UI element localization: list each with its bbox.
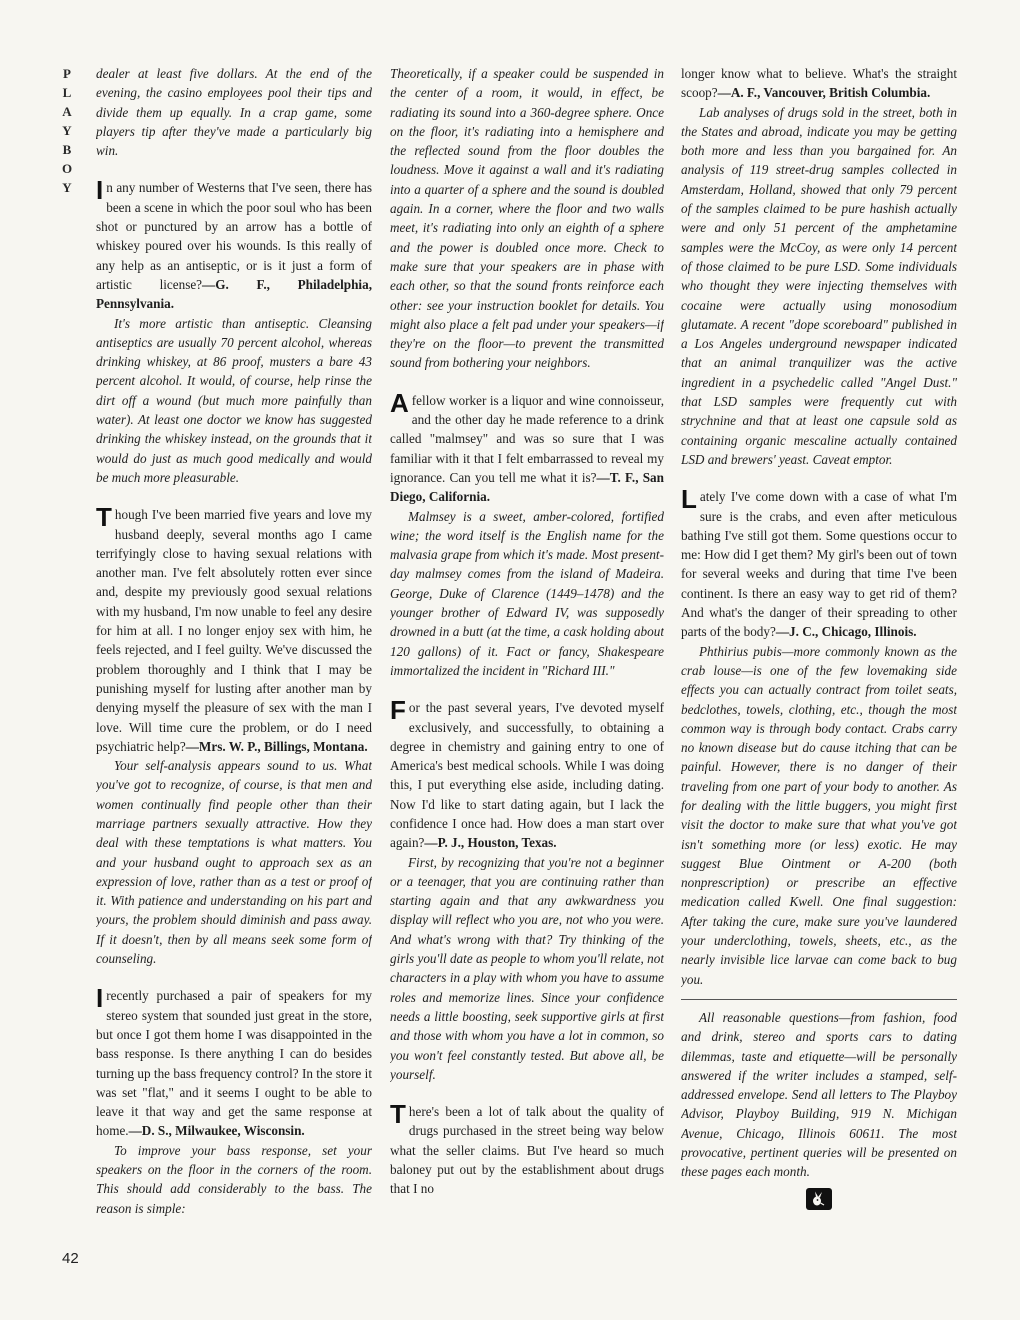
masthead-letter: L	[62, 85, 72, 100]
answer-text: First, by recognizing that you're not a beginner or a teenager, that you are continuing rather than starting again and that any awkwardness you display will reflect who you are, not who you were. And what's wrong with that? Try thinking of the girls you'll date as people to whom you'll relate, not characters in a play with whom you have to assume roles and memorize lines. Since your confidence needs a little boosting, seek supportive girls at first and those with whom you have a lot in common, so you won't feel constantly tested. But above all, be yourself.	[390, 854, 664, 1082]
question-paragraph	[96, 983, 372, 1140]
masthead-letter: P	[63, 66, 71, 81]
question-signature: —J. C., Chicago, Illinois.	[775, 624, 917, 640]
answer-text: It's more artistic than antiseptic. Cleansing antiseptics are usually 70 percent alcohol, whereas drinking whiskey, at 86 proof, musters a bare 43 percent alcohol. It would, of course, help rinse the dirt off a wound (but much more painfully than water). At least one doctor we know has suggested drinking the whiskey instead, on the grounds that it would do just as much good medically and would be much more pleasurable.	[96, 315, 372, 485]
answer-text: Lab analyses of drugs sold in the street, both in the States and abroad, indicate you may be getting both more and less than you bargained for. An analysis of 119 street-drug samples collected in Amsterdam, Holland, showed that only 79 percent of the samples claimed to be pure hashish actually were and only 51 percent of the amphetamine samples were the McCoy, as were only 14 percent of those claimed to be pure LSD. Some individuals who thought they were injecting themselves with cocaine were actually using monosodium glutamate. A recent "dope scoreboard" published in a Los Angeles underground newspaper indicated that an animal tranquilizer was the active ingredient in a psychedelic called "Angel Dust." that LSD samples were frequently cut with strychnine and that at least one capsule sold as containing organic mescaline actually contained LSD and brewers' yeast. Caveat emptor.	[681, 104, 957, 467]
question-text: here's been a lot of talk about the quality of drugs purchased in the street being way below what the seller claims. But I've heard so much baloney put out by the establishment about drugs that I no	[390, 1104, 664, 1197]
drop-cap: L	[681, 484, 697, 515]
masthead-letter: Y	[62, 180, 72, 195]
question-paragraph	[390, 695, 664, 852]
question-text: hough I've been married five years and love my husband deeply, several months ago I came terrifyingly close to having sexual relations with another man. I've felt absolutely rotten ever since and, despite my previously good sexual relations with my husband, I'm now unable to feel any desire for him at all. I no longer enjoy sex with him, he feels rejected, and I feel guilty. We've discussed the problem thoroughly and I think that I may be punishing myself for lusting after another man by denying myself the pleasure of sex with the man I love. Will time cure the problem, or do I need psychiatric help?	[96, 507, 372, 754]
answer-text: Phthirius pubis—more commonly known as the crab louse—is one of the few lovemaking side effects you can actually contract from toilet seats, bedclothes, towels, clothing, etc., though the most common way is through body contact. Crabs carry no known disease but do cause itching that can be painful. However, there is no danger of their traveling from one part of your body to another. As for dealing with the little buggers, you might first visit the doctor to make sure that what you've got isn't something more (or less) exotic. He may suggest Blue Ointment or A-200 (both nonprescription) or prescribe an effective medication called Kwell. One final suggestion: After taking the cure, make sure you've laundered your underclothing, towels, sheets, etc., as the nearly invisible lice larvae can come back to bug you.	[681, 643, 957, 987]
question-signature: —T. F., San Diego, California.	[390, 469, 664, 505]
question-signature: —D. S., Milwaukee, Wisconsin.	[128, 1123, 305, 1139]
masthead-letter: B	[62, 142, 72, 157]
masthead-letter: A	[62, 104, 72, 119]
question-text: or the past several years, I've devoted myself exclusively, and successfully, to obtaining a degree in chemistry and gaining entry to one of America's best medical schools. While I was doing this, I put everything else aside, including dating. Now I'd like to start dating again, but I lack the confidence I once had. How does a man start over again?	[390, 700, 664, 851]
question-paragraph	[96, 502, 372, 756]
question-paragraph	[96, 175, 372, 313]
question-paragraph	[681, 484, 957, 641]
answer-text: Theoretically, if a speaker could be suspended in the center of a room, it would, in effect, be radiating its sound into a 360-degree sphere. Once on the floor, it's radiating into a hemisphere and the reflected sound from the floor doubles the loudness. Move it against a wall and it's radiating into a quarter of a sphere and the sound is doubled again. In a corner, where the floor and two walls meet, it's radiating into only an eighth of a sphere and the power is doubled once more. Check to make sure that your speakers are in phase with each other, so that the sound fronts reinforce each other: see your instruction booklet for details. You might also place a felt pad under your speakers—if they're on the floor—to prevent the transmitted sound from bothering your neighbors.	[390, 66, 664, 371]
page-number: 42	[62, 1250, 79, 1267]
masthead-letter: Y	[62, 123, 72, 138]
question-text: n any number of Westerns that I've seen, there has been a scene in which the poor soul who has been shot or punctured by an arrow has a bottle of whiskey poured over his wounds. Is this really of any help as an antiseptic, or is it just a form of artistic license?	[96, 180, 372, 292]
question-signature: —P. J., Houston, Texas.	[424, 835, 557, 851]
answer-text: To improve your bass response, set your speakers on the floor in the corners of the room. This should add considerably to the bass. The reason is simple:	[96, 1142, 372, 1216]
column-middle	[390, 64, 664, 1264]
section-divider	[681, 999, 957, 1000]
question-signature: —Mrs. W. P., Billings, Montana.	[185, 738, 368, 754]
rabbit-head-icon	[806, 1188, 832, 1210]
masthead-letter: O	[61, 161, 73, 176]
question-signature: —A. F., Vancouver, British Columbia.	[717, 85, 931, 101]
drop-cap: A	[390, 387, 409, 418]
question-paragraph	[390, 1099, 664, 1198]
drop-cap: F	[390, 695, 406, 726]
question-paragraph	[681, 64, 957, 103]
question-text: recently purchased a pair of speakers for my stereo system that sounded just great in the store, but once I got them home I was disappointed in the bass response. Is there anything I can do besides turning up the bass frequency control? In the store it was set "flat," and it seems I ought to be able to leave it that way and get the same response at home.	[96, 988, 372, 1139]
answer-text: Malmsey is a sweet, amber-colored, fortified wine; the word itself is the English name for the malvasia grape from which it's made. Most present-day malmsey comes from the island of Madeira. George, Duke of Clarence (1449–1478) and the younger brother of Edward IV, was supposedly drowned in a butt (at the time, a cask holding about 120 gallons) of it. Fact or fancy, Shakespeare immortalized the incident in "Richard III."	[390, 508, 664, 678]
question-signature: —G. F., Philadelphia, Pennsylvania.	[96, 276, 372, 312]
question-paragraph	[390, 387, 664, 507]
question-text: fellow worker is a liquor and wine connoisseur, and the other day he made reference to a drink called "malmsey" and was so sure that I was familiar with it that I felt embarrassed to reveal my ignorance. Can you tell me what it is?	[390, 392, 664, 485]
drop-cap: I	[96, 983, 104, 1014]
drop-cap: T	[96, 502, 112, 533]
playboy-masthead-vertical	[57, 64, 77, 197]
column-right	[681, 64, 957, 1264]
advisor-footer-note: All reasonable questions—from fashion, food and drink, stereo and sports cars to dating dilemmas, taste and etiquette—will be personally answered if the writer includes a stamped, self-addressed envelope. Send all letters to The Playboy Advisor, Playboy Building, 919 N. Michigan Avenue, Chicago, Illinois 60611. The most provocative, pertinent queries will be presented on these pages each month.	[681, 1009, 957, 1180]
drop-cap: T	[390, 1099, 406, 1130]
column-left	[96, 64, 372, 1264]
answer-text: dealer at least five dollars. At the end of the evening, the casino employees pool their tips and divide them up equally. In a crap game, some players tip after they've made a particularly big win.	[96, 66, 372, 159]
question-text: ately I've come down with a case of what I'm sure is the crabs, and even after meticulous bathing I've still got them. Some questions occur to me: How did I get them? My girl's been out of town for several weeks and during that time I've been continent. Is there an easy way to get rid of them? And what's the danger of their spreading to other parts of the body?	[681, 489, 957, 640]
question-text: longer know what to believe. What's the straight scoop?	[681, 66, 957, 101]
drop-cap: I	[96, 175, 104, 206]
answer-text: Your self-analysis appears sound to us. What you've got to recognize, of course, is that men and women continually find people other than their marriage partners sexually attractive. How they deal with these temptations is what matters. You and your husband ought to approach sex as an expression of love, rather than as a test or proof of it. With patience and understanding on his part and yours, the problem should diminish and pass away. If it doesn't, then by all means seek some form of counseling.	[96, 758, 372, 967]
